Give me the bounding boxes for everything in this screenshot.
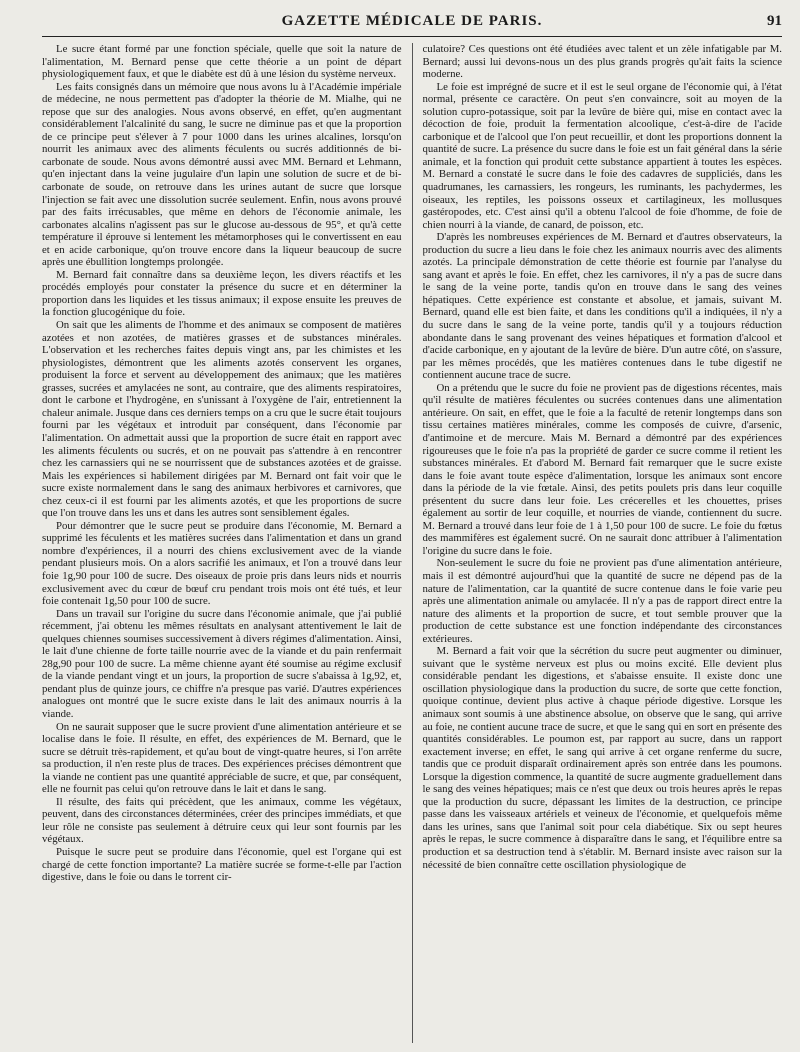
text-columns (42, 43, 782, 1043)
paragraph: On sait que les aliments de l'homme et des animaux se composent de matières azotées et non azotées, de matières grasses et de substances minérales. L'observation et les recherches faites depuis vingt ans, par les chimistes et les physiologistes, démontrent que les aliments azotés conservent les organes, produisent la force et servent au développement des animaux; que les matières grasses, sucrées et amylacées ne sont, au contraire, que des aliments respiratoires, dont le carbone et l'hydrogène, en s'unissant à l'oxygène de l'air, entretiennent la chaleur animale. Jusque dans ces derniers temps on a cru que le sucre était toujours fourni par les végétaux et introduit par conséquent, dans l'économie par l'alimentation. On admettait aussi que la proportion de sucre était en rapport avec les aliments féculents ou sucrés, et on ne pouvait pas s'attendre à en rencontrer chez les carnassiers qui ne se nourrissent que de substances azotées et de graisse. Mais les expériences si habilement dirigées par M. Bernard ont fait voir que le sucre existe normalement dans le sang des animaux herbivores et carnivores, que chez ceux-ci il est fourni par les aliments azotés, et que les proportions de sucre que l'on trouve dans les uns et dans les autres sont sensiblement égales. (42, 319, 402, 520)
paragraph: On a prétendu que le sucre du foie ne provient pas de digestions récentes, mais qu'il résulte de matières féculentes ou sucrées contenues dans une alimentation antérieure. On sait, en effet, que le foie a la faculté de retenir longtemps dans son tissu certaines matières minérales, comme les composés de cuivre, d'arsenic, d'antimoine et de mercure. Mais M. Bernard a démontré par des expériences rigoureuses que le foie n'a pas la propriété de garder ce sucre comme il retient les substances minérales. Et d'abord M. Bernard fait remarquer que le sucre existe dans le foie avant toute espèce d'alimentation, lorsque les animaux sont encore dans la période de la vie fœtale. Ainsi, des petits poulets pris dans leur coquille présentent du sucre dans leur foie. Les crécerelles et les chouettes, prises également au sortir de leur coquille, et nourries de viande, contiennent du sucre. M. Bernard a trouvé dans leur foie de 1 à 1,50 pour 100 de sucre. Le foie du fœtus des mammifères est également sucré. On ne saurait donc attribuer à l'alimentation l'origine du sucre dans le foie. (422, 381, 782, 557)
right-column (423, 43, 783, 1043)
page-number: 91 (767, 13, 782, 29)
left-column (42, 43, 402, 1043)
column-divider (412, 43, 413, 1043)
paragraph: Le foie est imprégné de sucre et il est le seul organe de l'économie qui, à l'état normal, présente ce caractère. On peut s'en convaincre, soit au moyen de la solution cupro-potassique, soit par la levûre de bière qui, mise en contact avec la décoction de foie, produit la fermentation alcoolique, c'est-à-dire de l'acide carbonique et de l'alcool que l'on peut recueillir, et dont les proportions donnent la quantité de sucre. La présence du sucre dans le foie est un fait général dans la série animale, et la fonction qui produit cette substance appartient à toutes les espèces. M. Bernard a constaté le sucre dans le foie des cadavres de suppliciés, dans les quadrumanes, les carnassiers, les rongeurs, les ruminants, les pachydermes, les oiseaux, les reptiles, les poissons osseux et cartilagineux, les mollusques gastéropodes, etc. C'est ainsi qu'il a obtenu l'alcool de foie d'homme, de foie de chien nourri à la viande, de canard, de poisson, etc. (422, 80, 782, 231)
journal-title: GAZETTE MÉDICALE DE PARIS. (281, 13, 543, 29)
paragraph: Puisque le sucre peut se produire dans l'économie, quel est l'organe qui est chargé de cette fonction importante? La matière sucrée se forme-t-elle par l'action digestive, dans le foie ou dans le torrent cir- (42, 846, 402, 884)
paragraph: Il résulte, des faits qui précèdent, que les animaux, comme les végétaux, peuvent, dans des circonstances déterminées, créer des principes immédiats, et que leur rôle ne consiste pas seulement à détruire ceux qui leur sont fournis par les végétaux. (42, 795, 402, 846)
paragraph: M. Bernard a fait voir que la sécrétion du sucre peut augmenter ou diminuer, suivant que le système nerveux est plus ou moins excité. Elle devient plus considérable pendant les digestions, et s'abaisse ensuite. Il existe donc une oscillation physiologique dans la production du sucre, de sorte que cette fonction, quoique continue, devient plus active à chaque période digestive. Lorsque les animaux sont soumis à une abstinence absolue, on observe que le sang, qui arrive au foie, ne contient aucune trace de sucre, et que le sang qui en sort en présente des quantités considérables. Le poumon est, par rapport au sucre, dans un rapport exactement inverse; en effet, le sang qui arrive à cet organe renferme du sucre, tandis que ce produit disparaît ordinairement après son entrée dans les poumons. Lorsque la digestion commence, la quantité de sucre augmente graduellement dans le sang des veines hépatiques; mais ce n'est que deux ou trois heures après le repas que la production du sucre, dépassant les limites de la destruction, ce principe passe dans les vaisseaux artériels et veineux de l'économie, et quelquefois même dans les urines, sans que l'animal soit pour cela diabétique. Six ou sept heures après le repas, le sucre commence à disparaître dans le sang, et l'équilibre entre sa production et sa destruction tend à s'établir. M. Bernard insiste avec raison sur la nécessité de bien connaître cette oscillation physiologique de (422, 645, 782, 871)
paragraph: D'après les nombreuses expériences de M. Bernard et d'autres observateurs, la production du sucre a lieu dans le foie chez les animaux nourris avec des aliments azotés. La principale démonstration de cette théorie est fournie par l'analyse du sang avant et après le foie. En effet, chez les carnivores, il n'y a pas de sucre dans le sang de la veine porte, tandis qu'on en trouve dans le sang des veines hépatiques. Cette expérience est constante et absolue, et jamais, suivant M. Bernard, quand elle est bien faite, et dans les conditions qu'il a indiquées, il n'y a du sucre dans le sang de la veine porte, tandis qu'il y a toujours réduction abondante dans le sang provenant des veines hépatiques et formation d'alcool et d'acide carbonique, en y ajoutant de la levûre de bière. D'un autre côté, on s'assure, par les mêmes procédés, que les matières contenues dans le tube digestif ne contiennent aucune trace de sucre. (422, 231, 782, 382)
paragraph-continued: culatoire? Ces questions ont été étudiées avec talent et un zèle infatigable par M. Bernard; aussi lui devons-nous un des plus grands progrès qu'ait faits la science moderne. (422, 43, 782, 81)
paragraph: Dans un travail sur l'origine du sucre dans l'économie animale, que j'ai publié récemment, j'ai obtenu les mêmes résultats en analysant attentivement le lait de quelques chiennes soumises successivement à divers régimes d'alimentation. Ainsi, le lait d'une chienne de forte taille nourrie avec de la viande et du pain renfermait 28g,90 pour 100 de sucre. La même chienne ayant été soumise au régime exclusif de la viande pendant vingt et un jours, la proportion de sucre s'abaissa à 1g,92, et, pendant plus de quinze jours, ce chiffre n'a presque pas varié. D'autres expériences analogues ont montré que le sucre existe dans le lait des animaux nourris à la viande. (42, 607, 402, 720)
paragraph: Le sucre étant formé par une fonction spéciale, quelle que soit la nature de l'alimentation, M. Bernard pense que cette théorie a un point de départ physiologiquement faux, et que le diabète est dû à une lésion du système nerveux. (42, 43, 402, 81)
paragraph: Non-seulement le sucre du foie ne provient pas d'une alimentation antérieure, mais il est démontré aujourd'hui que la quantité de sucre ne dépend pas de la nature de l'alimentation, car la quantité de sucre contenue dans le foie varie peu après une alimentation animale ou amylacée. Il n'y a pas de rapport direct entre la nature des aliments et la proportion de sucre, et tout semble prouver que la production de cette substance est une fonction indépendante des circonstances extérieures. (422, 557, 782, 645)
paragraph: M. Bernard fait connaître dans sa deuxième leçon, les divers réactifs et les procédés employés pour constater la présence du sucre et en déterminer la proportion dans les liquides et les tissus animaux; il expose ensuite les preuves de la fonction glucogénique du foie. (42, 268, 402, 319)
paragraph: On ne saurait supposer que le sucre provient d'une alimentation antérieure et se localise dans le foie. Il résulte, en effet, des expériences de M. Bernard, que le sucre se détruit très-rapidement, et qu'au bout de vingt-quatre heures, si l'on arrête sa production, il n'en reste plus de traces. Des expériences précises démontrent que la viande ne contient pas une quantité appréciable de sucre, et que, par conséquent, elle ne fournit pas celui qu'on retrouve dans le lait et dans le sang. (42, 720, 402, 796)
running-header (42, 8, 782, 37)
paragraph: Les faits consignés dans un mémoire que nous avons lu à l'Académie impériale de médecine, ne nous permettent pas d'adopter la théorie de M. Mialhe, qui ne repose que sur des analogies. Nous avons observé, en effet, qu'en augmentant considérablement l'alcalinité du sang, le sucre ne diminue pas et que la proportion de ce principe peut s'élever à 7 pour 1000 dans les urines alcalines, lorsqu'on nourrit les animaux avec des aliments féculents ou sucrés additionnés de bi-carbonate de soude. Nous avons démontré aussi avec MM. Bernard et Lehmann, qu'en injectant dans la veine jugulaire d'un lapin une solution de sucre et de bi-carbonate de soude, on retrouve dans les urines autant de sucre que lorsque l'injection se fait avec une dissolution sucrée seulement. Enfin, nous avons prouvé par des faits irrécusables, que même en dehors de l'économie animale, les carbonates alcalins n'agissent pas sur le glucose au-dessous de 95°, et qu'à cette température il éprouve si lentement les métamorphoses qui le convertissent en eau et en acide carbonique, qu'on trouve encore dans la liqueur beaucoup de sucre après une ébullition longtemps prolongée. (42, 80, 402, 269)
paragraph: Pour démontrer que le sucre peut se produire dans l'économie, M. Bernard a supprimé les féculents et les matières sucrées dans l'alimentation et dans un grand nombre d'expériences, il a nourri des chiens exclusivement avec de la viande pendant plusieurs mois. On a alors sacrifié les animaux, et l'on a trouvé dans leur foie 1g,90 pour 100 de sucre. Des oiseaux de proie pris dans leurs nids et nourris exclusivement avec du cœur de bœuf cru pendant trois mois ont été tués, et leur foie contenait 1g,50 pour 100 de sucre. (42, 519, 402, 608)
